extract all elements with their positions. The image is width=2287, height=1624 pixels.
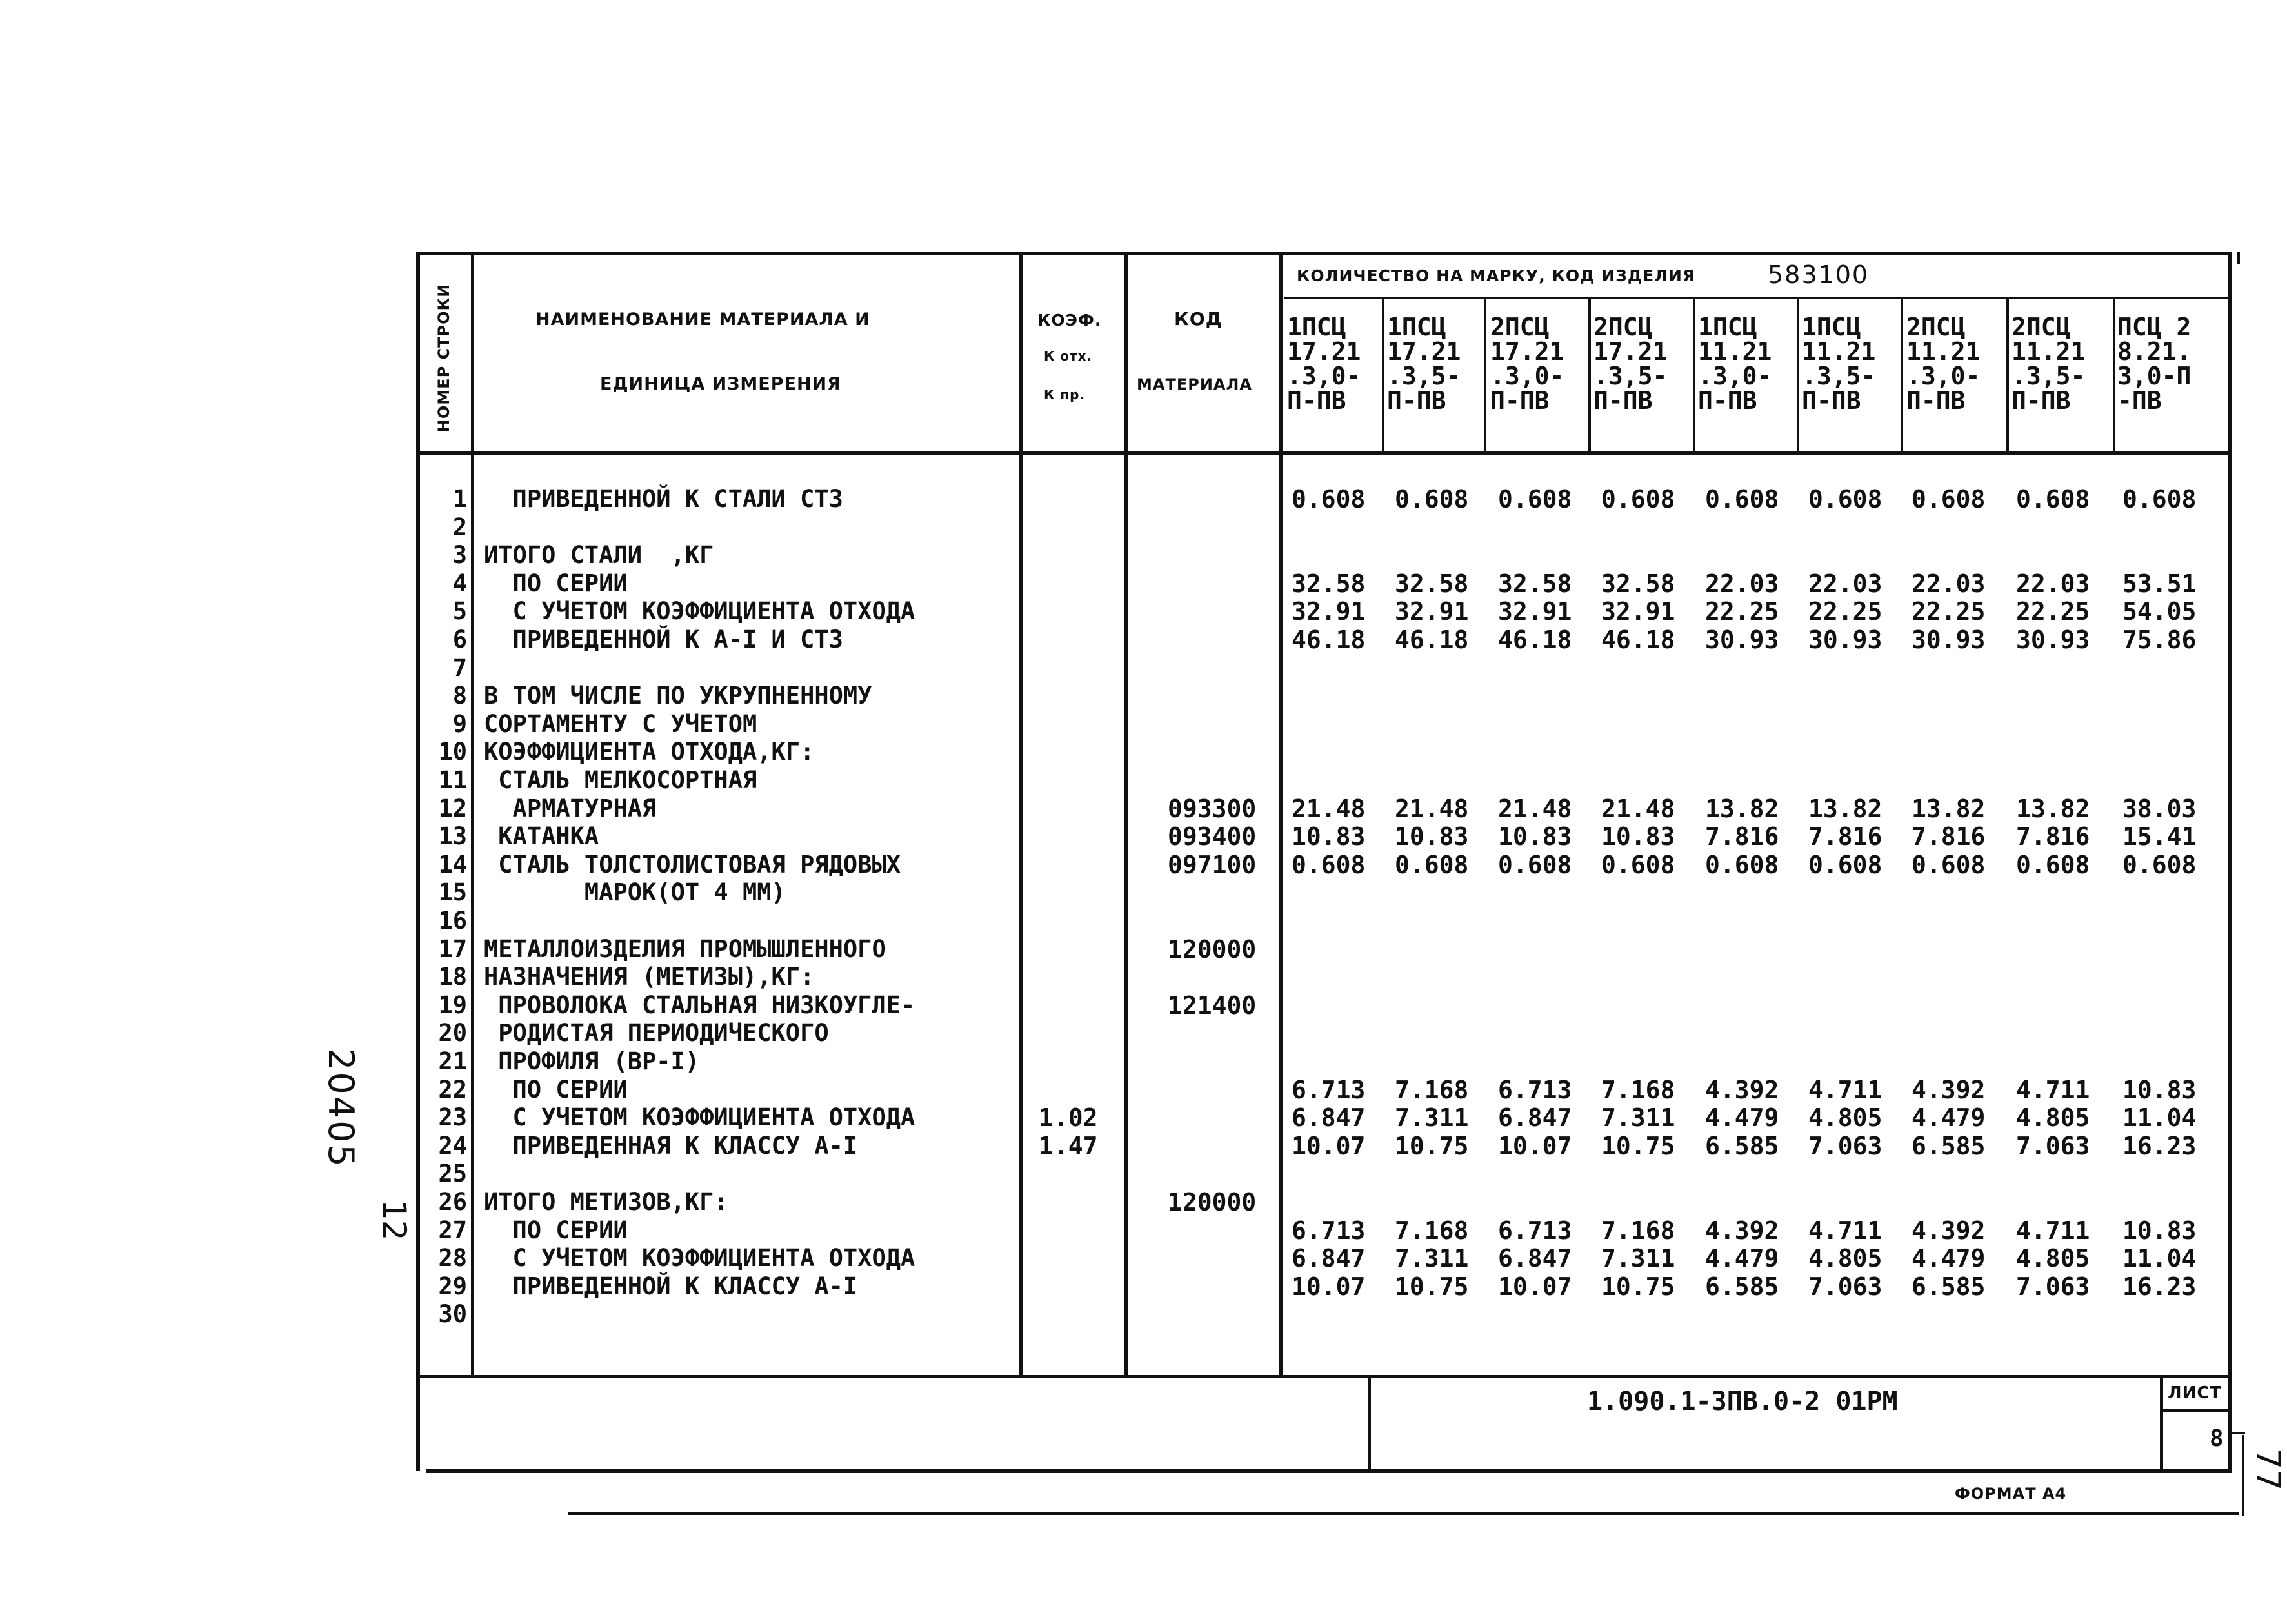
quantity-value: 21.48 (1292, 794, 1366, 823)
mark-header-5-line-4: П-ПВ (1698, 386, 1757, 415)
quantity-header: КОЛИЧЕСТВО НА МАРКУ, КОД ИЗДЕЛИЯ (1297, 266, 1696, 285)
quantity-value: 0.608 (1601, 485, 1675, 513)
quantity-value: 4.711 (1808, 1075, 1883, 1104)
mark-divider-8 (2113, 298, 2115, 453)
quantity-value: 4.805 (1808, 1244, 1883, 1273)
mark-header-5-line-1: 1ПСЦ (1698, 313, 1757, 341)
quantity-value: 16.23 (2122, 1131, 2197, 1160)
quantity-value: 46.18 (1498, 626, 1572, 654)
quantity-value: 21.48 (1498, 794, 1572, 823)
quantity-value: 32.58 (1498, 569, 1572, 598)
row-number: 17 (438, 935, 467, 963)
material-name: С УЧЕТОМ КОЭФФИЦИЕНТА ОТХОДА (484, 597, 915, 626)
mark-header-3-line-2: 17.21 (1490, 337, 1564, 366)
quantity-value: 7.063 (1808, 1272, 1883, 1301)
material-name: ПРИВЕДЕННОЙ К А-I И СТ3 (484, 626, 843, 653)
quantity-value: 30.93 (1912, 626, 1986, 654)
quantity-value: 30.93 (2016, 626, 2090, 654)
quantity-value: 32.91 (1395, 597, 1469, 626)
stamp-divider (1368, 1375, 1371, 1472)
quantity-value: 6.713 (1292, 1075, 1366, 1104)
quantity-value: 10.07 (1498, 1272, 1572, 1301)
quantity-value: 54.05 (2122, 597, 2197, 626)
mark-header-3-line-4: П-ПВ (1490, 386, 1550, 415)
quantity-value: 0.608 (2016, 850, 2090, 879)
row-number: 19 (438, 991, 467, 1019)
mark-divider-4 (1693, 298, 1695, 453)
quantity-value: 10.75 (1601, 1131, 1675, 1160)
quantity-value: 22.25 (2016, 597, 2090, 626)
quantity-value: 30.93 (1808, 626, 1883, 654)
row-number: 7 (452, 653, 467, 682)
row-number: 1 (452, 485, 467, 513)
header-bottom-line (416, 451, 2232, 455)
product-code: 583100 (1768, 261, 1870, 289)
inventory-number: 20405 (321, 1048, 361, 1169)
mark-divider-1 (1382, 298, 1384, 453)
material-name: В ТОМ ЧИСЛЕ ПО УКРУПНЕННОМУ (484, 682, 872, 710)
coef-divider (1124, 252, 1128, 1377)
mark-header-5-line-2: 11.21 (1698, 337, 1772, 366)
row-number: 2 (452, 513, 467, 541)
material-name: ПРИВЕДЕННОЙ К СТАЛИ СТ3 (484, 485, 843, 513)
quantity-value: 10.83 (1601, 822, 1675, 851)
row-number: 20 (438, 1019, 467, 1047)
corner-tick-top (2237, 252, 2240, 264)
row-number: 3 (452, 541, 467, 569)
quantity-value: 16.23 (2122, 1272, 2197, 1301)
mark-header-5-line-3: .3,0- (1698, 362, 1772, 390)
sheet-box-mid (2160, 1409, 2232, 1412)
quantity-value: 22.03 (1808, 569, 1883, 598)
code-divider (1279, 252, 1283, 1377)
mark-header-2-line-2: 17.21 (1387, 337, 1461, 366)
qty-label-underline (1284, 297, 2232, 299)
quantity-value: 6.847 (1498, 1244, 1572, 1273)
quantity-value: 7.168 (1601, 1075, 1675, 1104)
mark-header-6-line-1: 1ПСЦ (1802, 313, 1861, 341)
mark-header-9-line-2: 8.21. (2117, 337, 2192, 366)
quantity-value: 10.83 (2122, 1075, 2197, 1104)
quantity-value: 0.608 (2122, 485, 2197, 513)
mark-header-9-line-1: ПСЦ 2 (2117, 313, 2192, 341)
mark-divider-3 (1588, 298, 1591, 453)
quantity-value: 46.18 (1601, 626, 1675, 654)
row-number: 22 (438, 1075, 467, 1104)
mark-header-8-line-2: 11.21 (2012, 337, 2086, 366)
mark-header-7-line-3: .3,0- (1906, 362, 1981, 390)
quantity-value: 0.608 (1705, 850, 1779, 879)
quantity-value: 7.168 (1601, 1216, 1675, 1245)
quantity-value: 4.711 (2016, 1075, 2090, 1104)
quantity-value: 0.608 (1498, 485, 1572, 513)
mark-header-9-line-3: 3,0-П (2117, 362, 2192, 390)
quantity-value: 6.585 (1705, 1131, 1779, 1160)
quantity-value: 0.608 (1292, 850, 1366, 879)
quantity-value: 32.91 (1601, 597, 1675, 626)
quantity-value: 11.04 (2122, 1104, 2197, 1133)
material-name: МАРОК(ОТ 4 ММ) (484, 878, 786, 907)
quantity-value: 0.608 (1395, 850, 1469, 879)
material-name: АРМАТУРНАЯ (484, 794, 657, 822)
row-number: 14 (438, 850, 467, 878)
document-code: 1.090.1-3ПВ.0-2 01РМ (1587, 1387, 1898, 1416)
quantity-value: 7.311 (1601, 1104, 1675, 1133)
quantity-value: 10.83 (2122, 1216, 2197, 1245)
row-number: 21 (438, 1047, 467, 1075)
quantity-value: 7.311 (1395, 1244, 1469, 1273)
quantity-value: 15.41 (2122, 822, 2197, 851)
quantity-value: 22.25 (1705, 597, 1779, 626)
quantity-value: 0.608 (2016, 485, 2090, 513)
quantity-value: 46.18 (1292, 626, 1366, 654)
frame-top-line (416, 252, 2232, 255)
material-code: 093400 (1168, 822, 1257, 851)
quantity-value: 4.479 (1705, 1244, 1779, 1273)
quantity-value: 7.816 (1808, 822, 1883, 851)
row-number: 28 (438, 1244, 467, 1272)
mark-header-4-line-4: П-ПВ (1593, 386, 1653, 415)
quantity-value: 22.03 (2016, 569, 2090, 598)
quantity-value: 10.83 (1395, 822, 1469, 851)
quantity-value: 32.91 (1498, 597, 1572, 626)
quantity-value: 10.83 (1292, 822, 1366, 851)
quantity-value: 10.07 (1292, 1131, 1366, 1160)
quantity-value: 4.392 (1912, 1216, 1986, 1245)
mark-header-9-line-4: -ПВ (2117, 386, 2162, 415)
mark-header-1-line-3: .3,0- (1287, 362, 1361, 390)
material-name: С УЧЕТОМ КОЭФФИЦИЕНТА ОТХОДА (484, 1244, 915, 1272)
code-header-line1: КОД (1174, 308, 1223, 330)
coef-header-line2: К отх. (1044, 348, 1093, 364)
coefficient: 1.02 (1039, 1104, 1098, 1133)
mark-header-3-line-3: .3,0- (1490, 362, 1564, 390)
quantity-value: 0.608 (2122, 850, 2197, 879)
quantity-value: 32.91 (1292, 597, 1366, 626)
material-name: ПРИВЕДЕННАЯ К КЛАССУ А-I (484, 1131, 858, 1160)
quantity-value: 0.608 (1808, 485, 1883, 513)
quantity-value: 6.847 (1292, 1244, 1366, 1273)
quantity-value: 4.805 (1808, 1104, 1883, 1133)
mark-divider-5 (1797, 298, 1799, 453)
row-number: 8 (452, 682, 467, 710)
material-name: ПО СЕРИИ (484, 1216, 628, 1244)
quantity-value: 30.93 (1705, 626, 1779, 654)
material-code: 120000 (1168, 935, 1257, 964)
name-header-line2: ЕДИНИЦА ИЗМЕРЕНИЯ (600, 374, 841, 394)
quantity-value: 0.608 (1601, 850, 1675, 879)
material-code: 121400 (1168, 991, 1257, 1020)
format-underline (568, 1512, 2239, 1515)
quantity-value: 10.07 (1292, 1272, 1366, 1301)
mark-header-2-line-4: П-ПВ (1387, 386, 1446, 415)
coefficient: 1.47 (1039, 1131, 1098, 1160)
quantity-value: 53.51 (2122, 569, 2197, 598)
quantity-value: 22.25 (1808, 597, 1883, 626)
material-name: РОДИСТАЯ ПЕРИОДИЧЕСКОГО (484, 1019, 829, 1047)
material-name: ИТОГО МЕТИЗОВ,КГ: (484, 1188, 728, 1216)
mark-divider-7 (2006, 298, 2009, 453)
material-code: 093300 (1168, 794, 1257, 823)
row-number: 27 (438, 1216, 467, 1244)
mark-header-8-line-1: 2ПСЦ (2012, 313, 2071, 341)
quantity-value: 7.816 (1705, 822, 1779, 851)
quantity-value: 4.711 (1808, 1216, 1883, 1245)
quantity-value: 13.82 (1912, 794, 1986, 823)
coef-header-line1: КОЭФ. (1037, 311, 1102, 330)
row-number: 10 (438, 738, 467, 766)
quantity-value: 4.479 (1705, 1104, 1779, 1133)
material-name: С УЧЕТОМ КОЭФФИЦИЕНТА ОТХОДА (484, 1104, 915, 1132)
coef-header-line3: К пр. (1044, 387, 1086, 402)
quantity-value: 7.063 (2016, 1272, 2090, 1301)
mark-divider-2 (1484, 298, 1486, 453)
quantity-value: 6.585 (1912, 1272, 1986, 1301)
quantity-value: 13.82 (2016, 794, 2090, 823)
quantity-value: 0.608 (1912, 850, 1986, 879)
quantity-value: 6.847 (1498, 1104, 1572, 1133)
material-name: ИТОГО СТАЛИ ,КГ (484, 541, 714, 569)
quantity-value: 7.311 (1601, 1244, 1675, 1273)
material-name: МЕТАЛЛОИЗДЕЛИЯ ПРОМЫШЛЕННОГО (484, 935, 886, 963)
mark-header-4-line-2: 17.21 (1593, 337, 1668, 366)
row-number: 26 (438, 1188, 467, 1216)
corner-mark-line (2242, 1435, 2244, 1516)
mark-header-8-line-3: .3,5- (2012, 362, 2086, 390)
row-number: 23 (438, 1104, 467, 1132)
mark-header-2-line-1: 1ПСЦ (1387, 313, 1446, 341)
mark-header-4-line-1: 2ПСЦ (1593, 313, 1653, 341)
inventory-sub: 12 (375, 1200, 413, 1241)
frame-right-line (2228, 252, 2232, 1471)
row-number: 16 (438, 907, 467, 935)
mark-header-6-line-2: 11.21 (1802, 337, 1876, 366)
row-number: 4 (452, 569, 467, 597)
quantity-value: 6.585 (1705, 1272, 1779, 1301)
quantity-value: 21.48 (1395, 794, 1469, 823)
material-name: ПРИВЕДЕННОЙ К КЛАССУ А-I (484, 1272, 858, 1300)
quantity-value: 22.03 (1912, 569, 1986, 598)
rownum-divider (471, 252, 474, 1377)
quantity-value: 32.58 (1292, 569, 1366, 598)
material-name: ПО СЕРИИ (484, 569, 628, 597)
mark-header-1-line-4: П-ПВ (1287, 386, 1346, 415)
row-number: 30 (438, 1300, 467, 1329)
quantity-value: 7.063 (2016, 1131, 2090, 1160)
row-number: 11 (438, 766, 467, 794)
row-number-header: НОМЕР СТРОКИ (435, 283, 453, 433)
quantity-value: 13.82 (1808, 794, 1883, 823)
row-number: 15 (438, 878, 467, 907)
row-number: 12 (438, 794, 467, 822)
quantity-value: 4.392 (1705, 1216, 1779, 1245)
quantity-value: 22.25 (1912, 597, 1986, 626)
quantity-value: 10.83 (1498, 822, 1572, 851)
quantity-value: 6.847 (1292, 1104, 1366, 1133)
material-name: ПРОВОЛОКА СТАЛЬНАЯ НИЗКОУГЛЕ- (484, 991, 915, 1019)
quantity-value: 0.608 (1292, 485, 1366, 513)
quantity-value: 4.805 (2016, 1104, 2090, 1133)
quantity-value: 4.479 (1912, 1244, 1986, 1273)
mark-header-7-line-4: П-ПВ (1906, 386, 1966, 415)
mark-header-4-line-3: .3,5- (1593, 362, 1668, 390)
row-number: 18 (438, 963, 467, 991)
quantity-value: 6.713 (1498, 1216, 1572, 1245)
quantity-value: 7.168 (1395, 1216, 1469, 1245)
material-name: ПО СЕРИИ (484, 1075, 628, 1104)
row-number: 5 (452, 597, 467, 626)
material-name: КОЭФФИЦИЕНТА ОТХОДА,КГ: (484, 738, 815, 766)
sheet-number: 8 (2210, 1425, 2224, 1452)
code-header-line2: МАТЕРИАЛА (1137, 375, 1252, 393)
material-name: СТАЛЬ МЕЛКОСОРТНАЯ (484, 766, 757, 794)
body-bottom-line (416, 1375, 2232, 1378)
quantity-value: 7.311 (1395, 1104, 1469, 1133)
material-name: ПРОФИЛЯ (ВР-I) (484, 1047, 700, 1075)
quantity-value: 21.48 (1601, 794, 1675, 823)
mark-divider-6 (1901, 298, 1903, 453)
sheet-box-left (2160, 1375, 2163, 1472)
corner-number: 77 (2248, 1448, 2287, 1491)
quantity-value: 0.608 (1705, 485, 1779, 513)
material-name: НАЗНАЧЕНИЯ (МЕТИЗЫ),КГ: (484, 963, 815, 991)
name-header-line1: НАИМЕНОВАНИЕ МАТЕРИАЛА И (535, 310, 870, 330)
row-number: 6 (452, 626, 467, 653)
quantity-value: 7.168 (1395, 1075, 1469, 1104)
quantity-value: 4.479 (1912, 1104, 1986, 1133)
quantity-value: 46.18 (1395, 626, 1469, 654)
mark-header-1-line-1: 1ПСЦ (1287, 313, 1346, 341)
row-number: 25 (438, 1160, 467, 1188)
name-divider (1019, 252, 1023, 1377)
quantity-value: 6.713 (1498, 1075, 1572, 1104)
quantity-value: 10.07 (1498, 1131, 1572, 1160)
quantity-value: 0.608 (1395, 485, 1469, 513)
quantity-value: 13.82 (1705, 794, 1779, 823)
mark-header-7-line-2: 11.21 (1906, 337, 1981, 366)
row-number: 13 (438, 822, 467, 851)
quantity-value: 4.805 (2016, 1244, 2090, 1273)
quantity-value: 4.392 (1705, 1075, 1779, 1104)
row-number: 29 (438, 1272, 467, 1300)
quantity-value: 6.713 (1292, 1216, 1366, 1245)
mark-header-8-line-4: П-ПВ (2012, 386, 2071, 415)
quantity-value: 10.75 (1601, 1272, 1675, 1301)
quantity-value: 0.608 (1498, 850, 1572, 879)
quantity-value: 38.03 (2122, 794, 2197, 823)
quantity-value: 6.585 (1912, 1131, 1986, 1160)
quantity-value: 32.58 (1395, 569, 1469, 598)
quantity-value: 0.608 (1912, 485, 1986, 513)
material-code: 097100 (1168, 850, 1257, 879)
quantity-value: 22.03 (1705, 569, 1779, 598)
mark-header-6-line-4: П-ПВ (1802, 386, 1861, 415)
material-code: 120000 (1168, 1188, 1257, 1216)
quantity-value: 4.711 (2016, 1216, 2090, 1245)
sheet-label: ЛИСТ (2168, 1383, 2222, 1403)
mark-header-3-line-1: 2ПСЦ (1490, 313, 1550, 341)
row-number: 24 (438, 1131, 467, 1160)
mark-header-1-line-2: 17.21 (1287, 337, 1361, 366)
mark-header-7-line-1: 2ПСЦ (1906, 313, 1966, 341)
quantity-value: 32.58 (1601, 569, 1675, 598)
material-name: СОРТАМЕНТУ С УЧЕТОМ (484, 709, 757, 738)
corner-tick-1 (2230, 1432, 2245, 1434)
quantity-value: 75.86 (2122, 626, 2197, 654)
format-label: ФОРМАТ А4 (1955, 1485, 2067, 1503)
mark-header-2-line-3: .3,5- (1387, 362, 1461, 390)
quantity-value: 11.04 (2122, 1244, 2197, 1273)
quantity-value: 7.063 (1808, 1131, 1883, 1160)
quantity-value: 10.75 (1395, 1131, 1469, 1160)
stamp-bottom-line (426, 1469, 2232, 1473)
material-name: КАТАНКА (484, 822, 599, 851)
material-name: СТАЛЬ ТОЛСТОЛИСТОВАЯ РЯДОВЫХ (484, 850, 901, 878)
quantity-value: 7.816 (2016, 822, 2090, 851)
quantity-value: 0.608 (1808, 850, 1883, 879)
mark-header-6-line-3: .3,5- (1802, 362, 1876, 390)
row-number: 9 (452, 709, 467, 738)
quantity-value: 4.392 (1912, 1075, 1986, 1104)
quantity-value: 10.75 (1395, 1272, 1469, 1301)
quantity-value: 7.816 (1912, 822, 1986, 851)
